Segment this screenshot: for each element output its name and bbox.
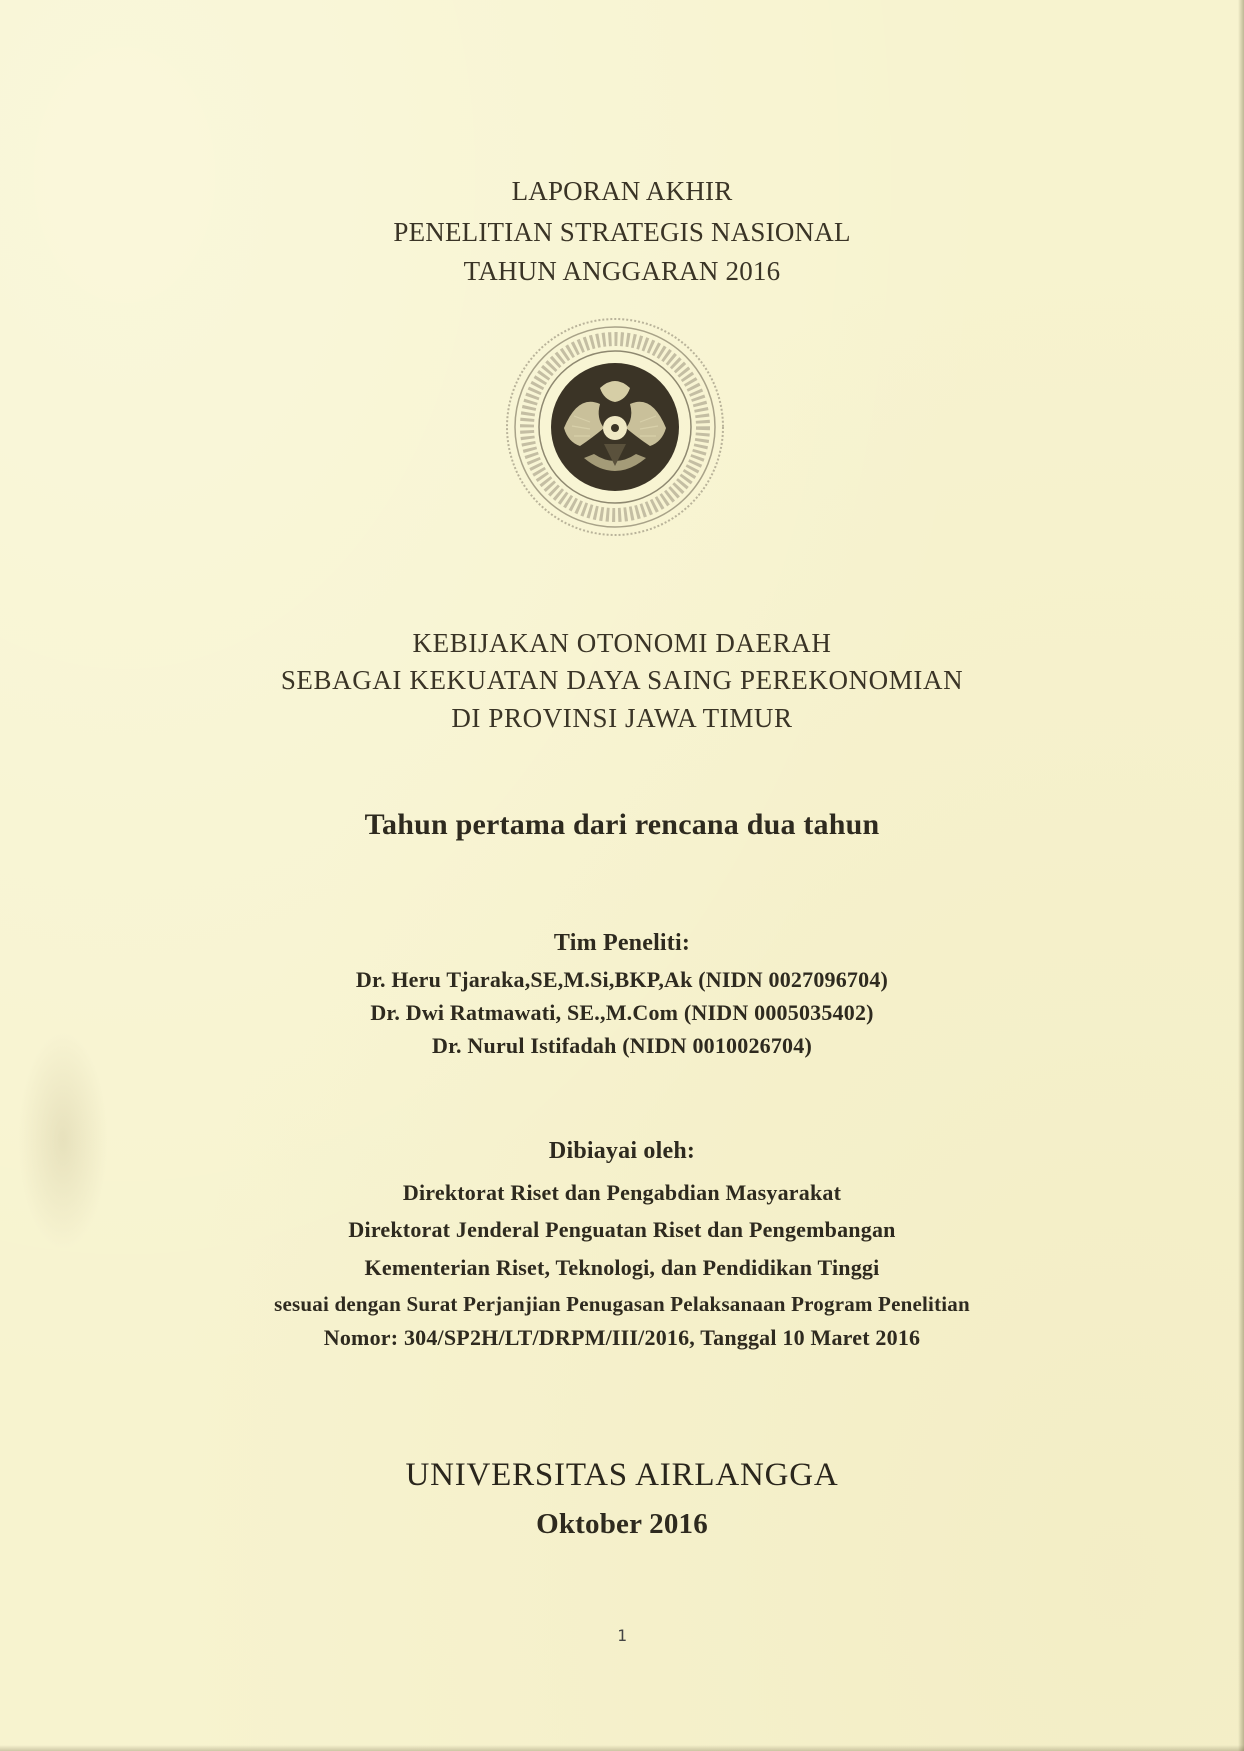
report-title-line-1: KEBIJAKAN OTONOMI DAERAH bbox=[412, 628, 832, 658]
research-team-label: Tim Peneliti: bbox=[553, 930, 691, 956]
university-seal-icon bbox=[504, 316, 726, 538]
report-title-line-2: SEBAGAI KEKUATAN DAYA SAING PEREKONOMIAN bbox=[280, 665, 964, 695]
researcher-1: Dr. Heru Tjaraka,SE,M.Si,BKP,Ak (NIDN 0027096704) bbox=[355, 967, 889, 992]
university-name: UNIVERSITAS AIRLANGGA bbox=[405, 1457, 839, 1493]
funding-label: Dibiayai oleh: bbox=[548, 1138, 696, 1164]
funding-line-1: Direktorat Riset dan Pengabdian Masyarakat bbox=[402, 1180, 842, 1205]
research-program-heading: PENELITIAN STRATEGIS NASIONAL bbox=[393, 217, 851, 247]
funding-line-4: sesuai dengan Surat Perjanjian Penugasan Pelaksanaan Program Penelitian bbox=[274, 1292, 970, 1316]
report-type-heading: LAPORAN AKHIR bbox=[511, 176, 733, 206]
funding-line-5: Nomor: 304/SP2H/LT/DRPM/III/2016, Tanggal 10 Maret 2016 bbox=[323, 1325, 921, 1350]
page-bottom-shadow bbox=[0, 1745, 1244, 1751]
researcher-3: Dr. Nurul Istifadah (NIDN 0010026704) bbox=[431, 1033, 812, 1058]
researcher-2: Dr. Dwi Ratmawati, SE.,M.Com (NIDN 0005035402) bbox=[370, 1000, 874, 1025]
budget-year-heading: TAHUN ANGGARAN 2016 bbox=[463, 256, 781, 286]
research-period-subtitle: Tahun pertama dari rencana dua tahun bbox=[364, 808, 880, 841]
report-date: Oktober 2016 bbox=[536, 1508, 708, 1540]
report-title-line-3: DI PROVINSI JAWA TIMUR bbox=[451, 703, 793, 733]
funding-line-3: Kementerian Riset, Teknologi, dan Pendidikan Tinggi bbox=[364, 1255, 880, 1280]
funding-line-2: Direktorat Jenderal Penguatan Riset dan Pengembangan bbox=[348, 1217, 896, 1242]
page-number: 1 bbox=[617, 1626, 627, 1645]
